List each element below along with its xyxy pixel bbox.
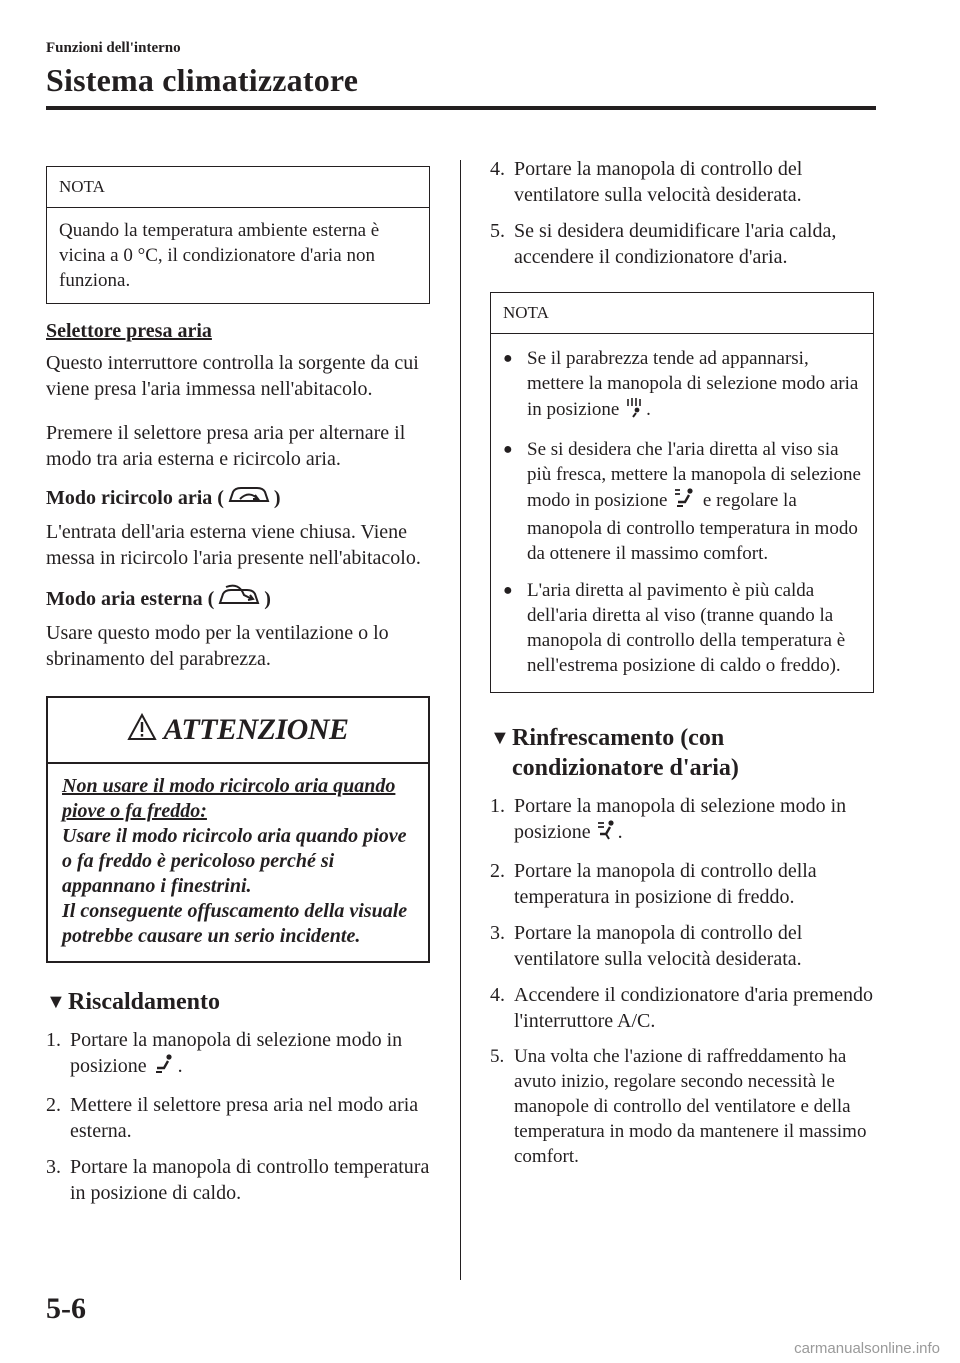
nota-box — [46, 166, 430, 304]
cooling-heading-line-1: Rinfrescamento (con — [512, 725, 725, 751]
nota-label: NOTA — [47, 167, 429, 208]
list-item — [490, 1044, 874, 1169]
list-item — [490, 793, 874, 848]
list-item — [490, 858, 874, 910]
recirc-heading-post: ) — [273, 486, 281, 509]
warning-box — [46, 696, 430, 963]
face-mode-icon — [596, 819, 618, 848]
heating-heading — [46, 987, 430, 1017]
heating-steps-continued — [490, 156, 874, 270]
recirculation-icon — [224, 482, 274, 513]
step-number: 5. — [490, 1046, 505, 1067]
cooling-steps — [490, 793, 874, 1169]
step-text-main: Portare la manopola di selezione modo in posizione — [514, 795, 847, 844]
list-item — [46, 1154, 430, 1206]
nota-body — [491, 334, 873, 692]
step-text-main: Portare la manopola di selezione modo in posizione — [70, 1029, 403, 1078]
warning-line-3: Il conseguente offuscamento della visuale potrebbe causare un serio incidente. — [62, 900, 408, 947]
recirc-heading-pre: Modo ricircolo aria ( — [46, 486, 224, 509]
step-number: 4. — [490, 158, 505, 180]
column-divider — [460, 160, 461, 1280]
bullet-icon: ● — [503, 582, 513, 599]
step-number: 4. — [490, 984, 505, 1006]
step-number: 1. — [490, 795, 505, 817]
right-column — [490, 156, 874, 1169]
warning-line-1: Non usare il modo ricircolo aria quando piove o fa freddo: — [62, 775, 396, 822]
cooling-heading — [490, 723, 874, 783]
nota-item-1: Se il parabrezza tende ad appannarsi, mettere la manopola di selezione modo aria in posizione . — [527, 346, 861, 425]
outside-heading-post: ) — [264, 587, 271, 610]
warning-triangle-icon — [127, 713, 157, 748]
cooling-heading-line-2: condizionatore d'aria) — [512, 755, 739, 781]
outside-air-mode-heading — [46, 583, 430, 614]
nota-item-1-text: Se il parabrezza tende ad appannarsi, mettere la manopola di selezione modo aria in posizione — [527, 348, 859, 420]
air-intake-paragraph-2: Premere il selettore presa aria per alternare il modo tra aria esterna e ricircolo aria. — [46, 422, 406, 470]
nota-text: Quando la temperatura ambiente esterna è vicina a 0 °C, il condizionatore d'aria non funziona. — [59, 220, 380, 291]
step-text: Accendere il condizionatore d'aria premendo l'interruttore A/C. — [514, 984, 873, 1032]
nota-item-2 — [527, 437, 861, 566]
outside-air-icon — [214, 583, 264, 614]
warning-title: ATTENZIONE — [163, 713, 349, 746]
step-text: Mettere il selettore presa aria nel modo aria esterna. — [70, 1094, 419, 1142]
warning-header — [48, 698, 428, 764]
list-item — [490, 982, 874, 1034]
bullet-icon: ● — [503, 350, 513, 367]
nota-box-right — [490, 292, 874, 693]
step-text: Una volta che l'azione di raffreddamento ha avuto inizio, regolare secondo necessità le manopole di controllo del ventilatore e della temperatura in modo da mantenere il massimo comfort. — [514, 1046, 867, 1167]
recirculation-text: L'entrata dell'aria esterna viene chiusa. Viene messa in ricircolo l'aria presente nell'abitacolo. — [46, 521, 421, 569]
bi-level-mode-icon — [672, 487, 698, 516]
air-intake-heading: Selettore presa aria — [46, 320, 212, 342]
watermark: carmanualsonline.info — [794, 1340, 940, 1357]
list-item — [490, 156, 874, 208]
step-number: 1. — [46, 1029, 61, 1051]
step-text: Portare la manopola di selezione modo in posizione . — [514, 793, 874, 848]
air-intake-paragraph-1: Questo interruttore controlla la sorgente da cui viene presa l'aria immessa nell'abitacolo. — [46, 352, 419, 400]
page-title: Sistema climatizzatore — [46, 62, 359, 98]
section-triangle-icon: ▼ — [490, 727, 510, 749]
step-text: Portare la manopola di selezione modo in posizione . — [70, 1027, 430, 1082]
nota-item-3: L'aria diretta al pavimento è più calda dell'aria diretta al viso (tranne quando la manopola di controllo della temperatura è nell'estrema posizione di caldo o freddo). — [527, 580, 846, 676]
step-number: 5. — [490, 220, 505, 242]
warning-line-2: Usare il modo ricircolo aria quando piove o fa freddo è pericoloso perché si appannano i finestrini. — [62, 825, 407, 897]
left-column — [46, 166, 430, 1206]
title-rule — [46, 106, 876, 110]
list-item — [503, 437, 861, 566]
step-number: 3. — [490, 922, 505, 944]
list-item — [490, 920, 874, 972]
heating-steps — [46, 1027, 430, 1206]
step-number: 2. — [490, 860, 505, 882]
list-item — [490, 218, 874, 270]
step-text: Se si desidera deumidificare l'aria calda, accendere il condizionatore d'aria. — [514, 220, 837, 268]
step-text: Portare la manopola di controllo della temperatura in posizione di freddo. — [514, 860, 817, 908]
step-number: 2. — [46, 1094, 61, 1116]
nota-item-2-text-a: Se si desidera che l'aria diretta al viso sia più fresca, mettere la manopola di selezione modo in posizione — [527, 439, 861, 511]
step-text: Portare la manopola di controllo temperatura in posizione di caldo. — [70, 1156, 430, 1204]
defrost-mode-icon — [624, 396, 646, 425]
step-text: Portare la manopola di controllo del ventilatore sulla velocità desiderata. — [514, 158, 803, 206]
heating-heading-text: Riscaldamento — [68, 989, 220, 1015]
outside-air-text: Usare questo modo per la ventilazione o lo sbrinamento del parabrezza. — [46, 622, 389, 670]
list-item — [46, 1092, 430, 1144]
nota-item-2-text-b: e regolare la manopola di controllo temperatura in modo da ottenere il massimo comfort. — [527, 489, 858, 564]
warning-body — [48, 764, 428, 961]
outside-heading-pre: Modo aria esterna ( — [46, 587, 215, 610]
bullet-icon: ● — [503, 441, 513, 458]
section-label: Funzioni dell'interno — [46, 40, 181, 56]
step-number: 3. — [46, 1156, 61, 1178]
page-number: 5-6 — [46, 1292, 86, 1325]
floor-mode-icon — [152, 1053, 178, 1082]
list-item — [46, 1027, 430, 1082]
recirculation-mode-heading — [46, 482, 430, 513]
cooling-heading-text — [512, 723, 739, 783]
section-triangle-icon: ▼ — [46, 991, 66, 1013]
list-item — [503, 346, 861, 425]
list-item — [503, 578, 861, 678]
nota-list — [503, 346, 861, 678]
step-text: Portare la manopola di controllo del ventilatore sulla velocità desiderata. — [514, 922, 803, 970]
nota-label: NOTA — [491, 293, 873, 334]
